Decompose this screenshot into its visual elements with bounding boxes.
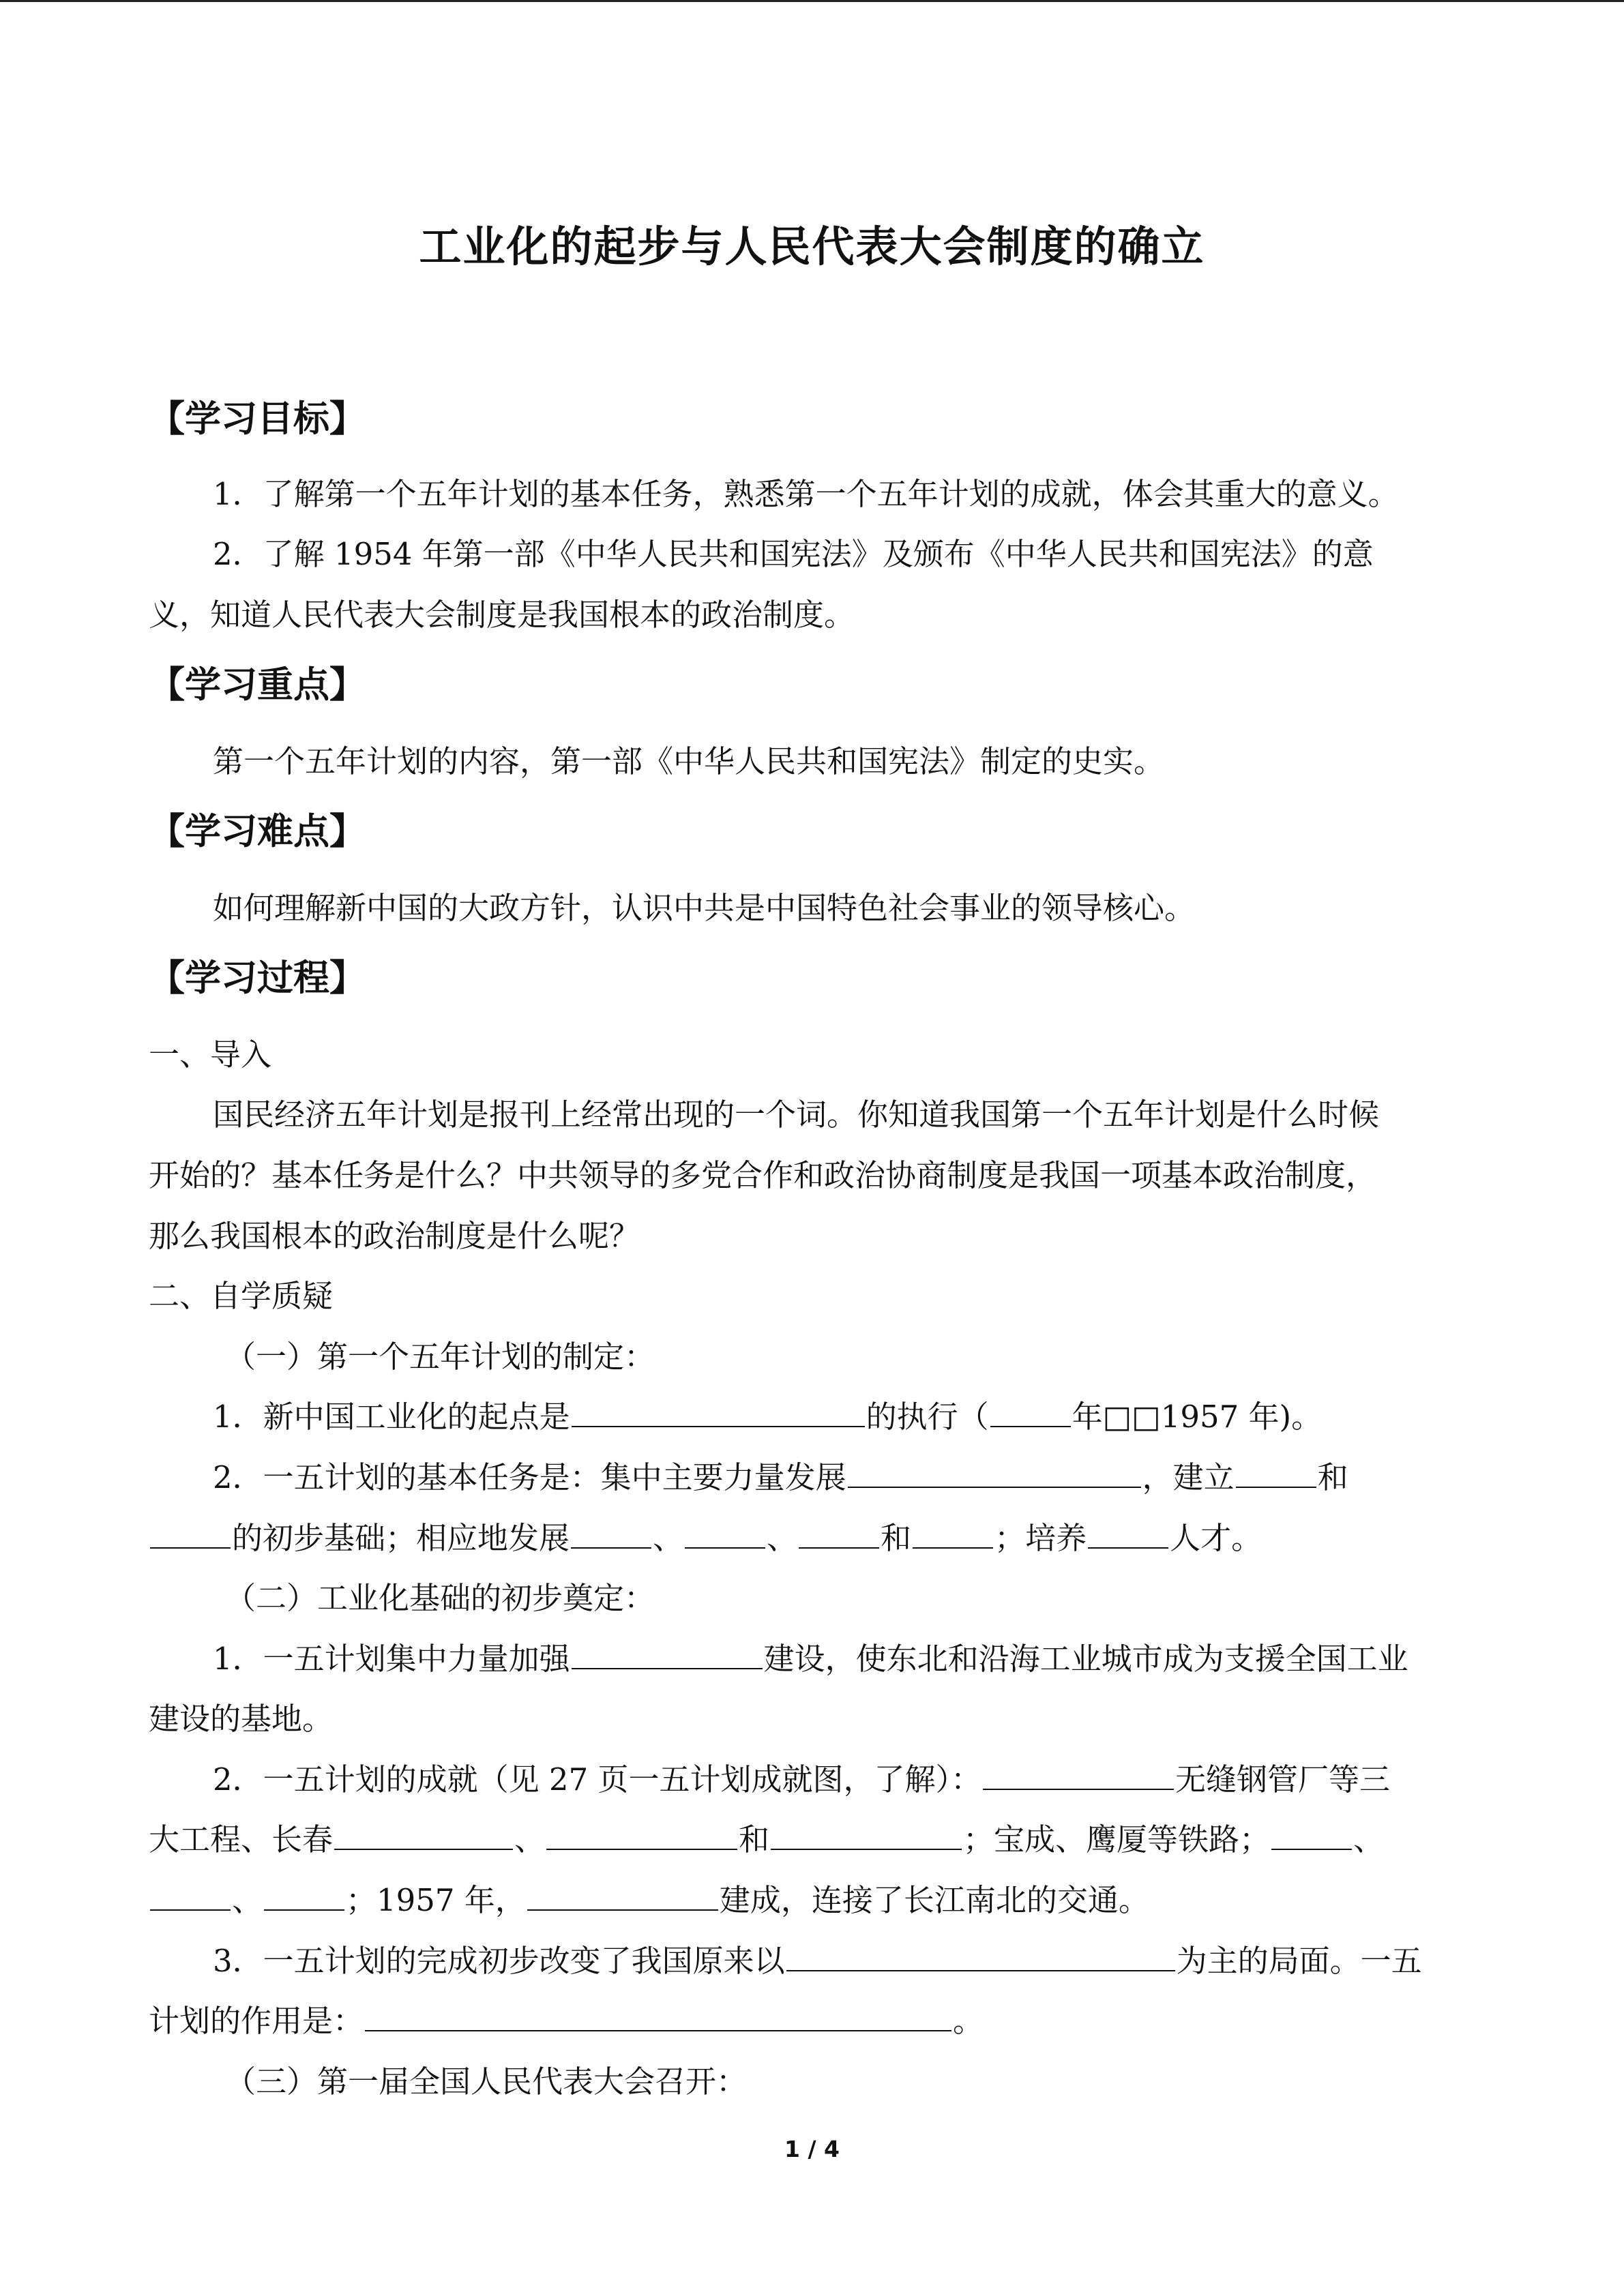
fill-blank[interactable] <box>1088 1520 1168 1549</box>
question-2-text-d: 的初步基础；相应地发展 <box>232 1520 570 1556</box>
subsection-3-heading: （三）第一届全国人民代表大会召开： <box>225 2063 748 2100</box>
goal-item-2-line-1: 2．了解 1954 年第一部《中华人民共和国宪法》及颁布《中华人民共和国宪法》的意 <box>213 536 1374 572</box>
heading-key-points: 【学习重点】 <box>149 664 366 706</box>
section-self-study-heading: 二、自学质疑 <box>149 1278 334 1314</box>
page-number: 1 / 4 <box>784 2136 840 2162</box>
fill-blank[interactable] <box>990 1399 1071 1427</box>
heading-difficulties: 【学习难点】 <box>149 811 366 852</box>
fill-blank[interactable] <box>913 1520 993 1549</box>
key-points-text: 第一个五年计划的内容，第一部《中华人民共和国宪法》制定的史实。 <box>213 743 1165 779</box>
question-4-text-h: 、 <box>232 1882 263 1918</box>
fill-blank[interactable] <box>264 1882 344 1911</box>
intro-paragraph-line-3: 那么我国根本的政治制度是什么呢？ <box>149 1218 640 1254</box>
heading-goals: 【学习目标】 <box>149 398 366 440</box>
goal-item-2-line-2: 义，知道人民代表大会制度是我国根本的政治制度。 <box>149 597 855 633</box>
question-5-text-b: 为主的局面。一五 <box>1176 1943 1422 1979</box>
question-2-text-a: 2．一五计划的基本任务是：集中主要力量发展 <box>213 1459 846 1495</box>
question-4-text-i: ；1957 年， <box>346 1882 526 1918</box>
fill-blank[interactable] <box>685 1520 765 1549</box>
question-4-text-b: 无缝钢管厂等三 <box>1175 1761 1391 1798</box>
question-2-text-b: ，建立 <box>1142 1459 1235 1495</box>
goal-item-1: 1．了解第一个五年计划的基本任务，熟悉第一个五年计划的成就，体会其重大的意义。 <box>213 476 1399 512</box>
fill-blank[interactable] <box>1236 1459 1316 1488</box>
question-2-text-g: 和 <box>881 1520 912 1556</box>
fill-blank[interactable] <box>150 1882 231 1911</box>
question-1 <box>213 1397 1543 1437</box>
fill-blank[interactable] <box>546 1821 737 1850</box>
question-4-line-3 <box>149 1881 1479 1920</box>
question-2-line-1 <box>213 1458 1543 1497</box>
section-intro-heading: 一、导入 <box>149 1037 272 1073</box>
question-3-line-2: 建设的基地。 <box>149 1701 334 1737</box>
question-2-text-e: 、 <box>653 1520 684 1556</box>
fill-blank[interactable] <box>365 2003 951 2031</box>
question-2-text-h: ；培养 <box>994 1520 1087 1556</box>
fill-blank[interactable] <box>527 1882 718 1911</box>
fill-blank[interactable] <box>983 1761 1174 1790</box>
question-2-line-2 <box>149 1519 1479 1558</box>
question-3-text-b: 建设，使东北和沿海工业城市成为支援全国工业 <box>763 1641 1408 1677</box>
subsection-1-heading: （一）第一个五年计划的制定： <box>225 1339 655 1375</box>
question-4-text-a: 2．一五计划的成就（见 27 页一五计划成就图，了解）： <box>213 1761 982 1798</box>
fill-blank[interactable] <box>571 1520 651 1549</box>
question-1-text-b: 的执行（ <box>866 1399 989 1435</box>
question-1-text-c: 年□□1957 年)。 <box>1072 1399 1323 1435</box>
heading-process: 【学习过程】 <box>149 957 366 999</box>
question-4-text-f: ；宝成、鹰厦等铁路； <box>963 1821 1271 1858</box>
intro-paragraph-line-1: 国民经济五年计划是报刊上经常出现的一个词。你知道我国第一个五年计划是什么时候 <box>213 1097 1380 1133</box>
fill-blank[interactable] <box>572 1399 865 1427</box>
question-4-text-j: 建成，连接了长江南北的交通。 <box>719 1882 1149 1918</box>
fill-blank[interactable] <box>334 1821 513 1850</box>
question-5-text-a: 3．一五计划的完成初步改变了我国原来以 <box>213 1943 785 1979</box>
fill-blank[interactable] <box>799 1520 879 1549</box>
question-4-text-e: 和 <box>739 1821 770 1858</box>
question-2-text-f: 、 <box>767 1520 798 1556</box>
fill-blank[interactable] <box>1271 1821 1352 1850</box>
fill-blank[interactable] <box>848 1459 1141 1488</box>
page-title: 工业化的起步与人民代表大会制度的确立 <box>419 222 1205 271</box>
fill-blank[interactable] <box>786 1943 1175 1971</box>
question-4-text-d: 、 <box>514 1821 546 1858</box>
intro-paragraph-line-2: 开始的？基本任务是什么？中共领导的多党合作和政治协商制度是我国一项基本政治制度， <box>149 1157 1377 1193</box>
fill-blank[interactable] <box>150 1520 231 1549</box>
subsection-2-heading: （二）工业化基础的初步奠定： <box>225 1580 655 1616</box>
question-4-text-g: 、 <box>1353 1821 1385 1858</box>
question-5-text-d: 。 <box>953 2003 984 2039</box>
question-5-text-c: 计划的作用是： <box>149 2003 364 2039</box>
question-4-text-c: 大工程、长春 <box>149 1821 334 1858</box>
question-3-text-a: 1．一五计划集中力量加强 <box>213 1641 570 1677</box>
fill-blank[interactable] <box>771 1821 962 1850</box>
question-2-text-i: 人才。 <box>1170 1520 1263 1556</box>
question-4-line-2 <box>149 1820 1479 1860</box>
fill-blank[interactable] <box>572 1641 763 1669</box>
question-4-line-1 <box>213 1760 1543 1800</box>
question-1-text-a: 1．新中国工业化的起点是 <box>213 1399 570 1435</box>
top-border <box>0 0 1624 2</box>
difficulties-text: 如何理解新中国的大政方针，认识中共是中国特色社会事业的领导核心。 <box>213 890 1196 926</box>
question-5-line-2 <box>149 2001 1479 2041</box>
question-3-line-1 <box>213 1639 1543 1679</box>
question-5-line-1 <box>213 1941 1543 1981</box>
question-2-text-c: 和 <box>1317 1459 1348 1495</box>
